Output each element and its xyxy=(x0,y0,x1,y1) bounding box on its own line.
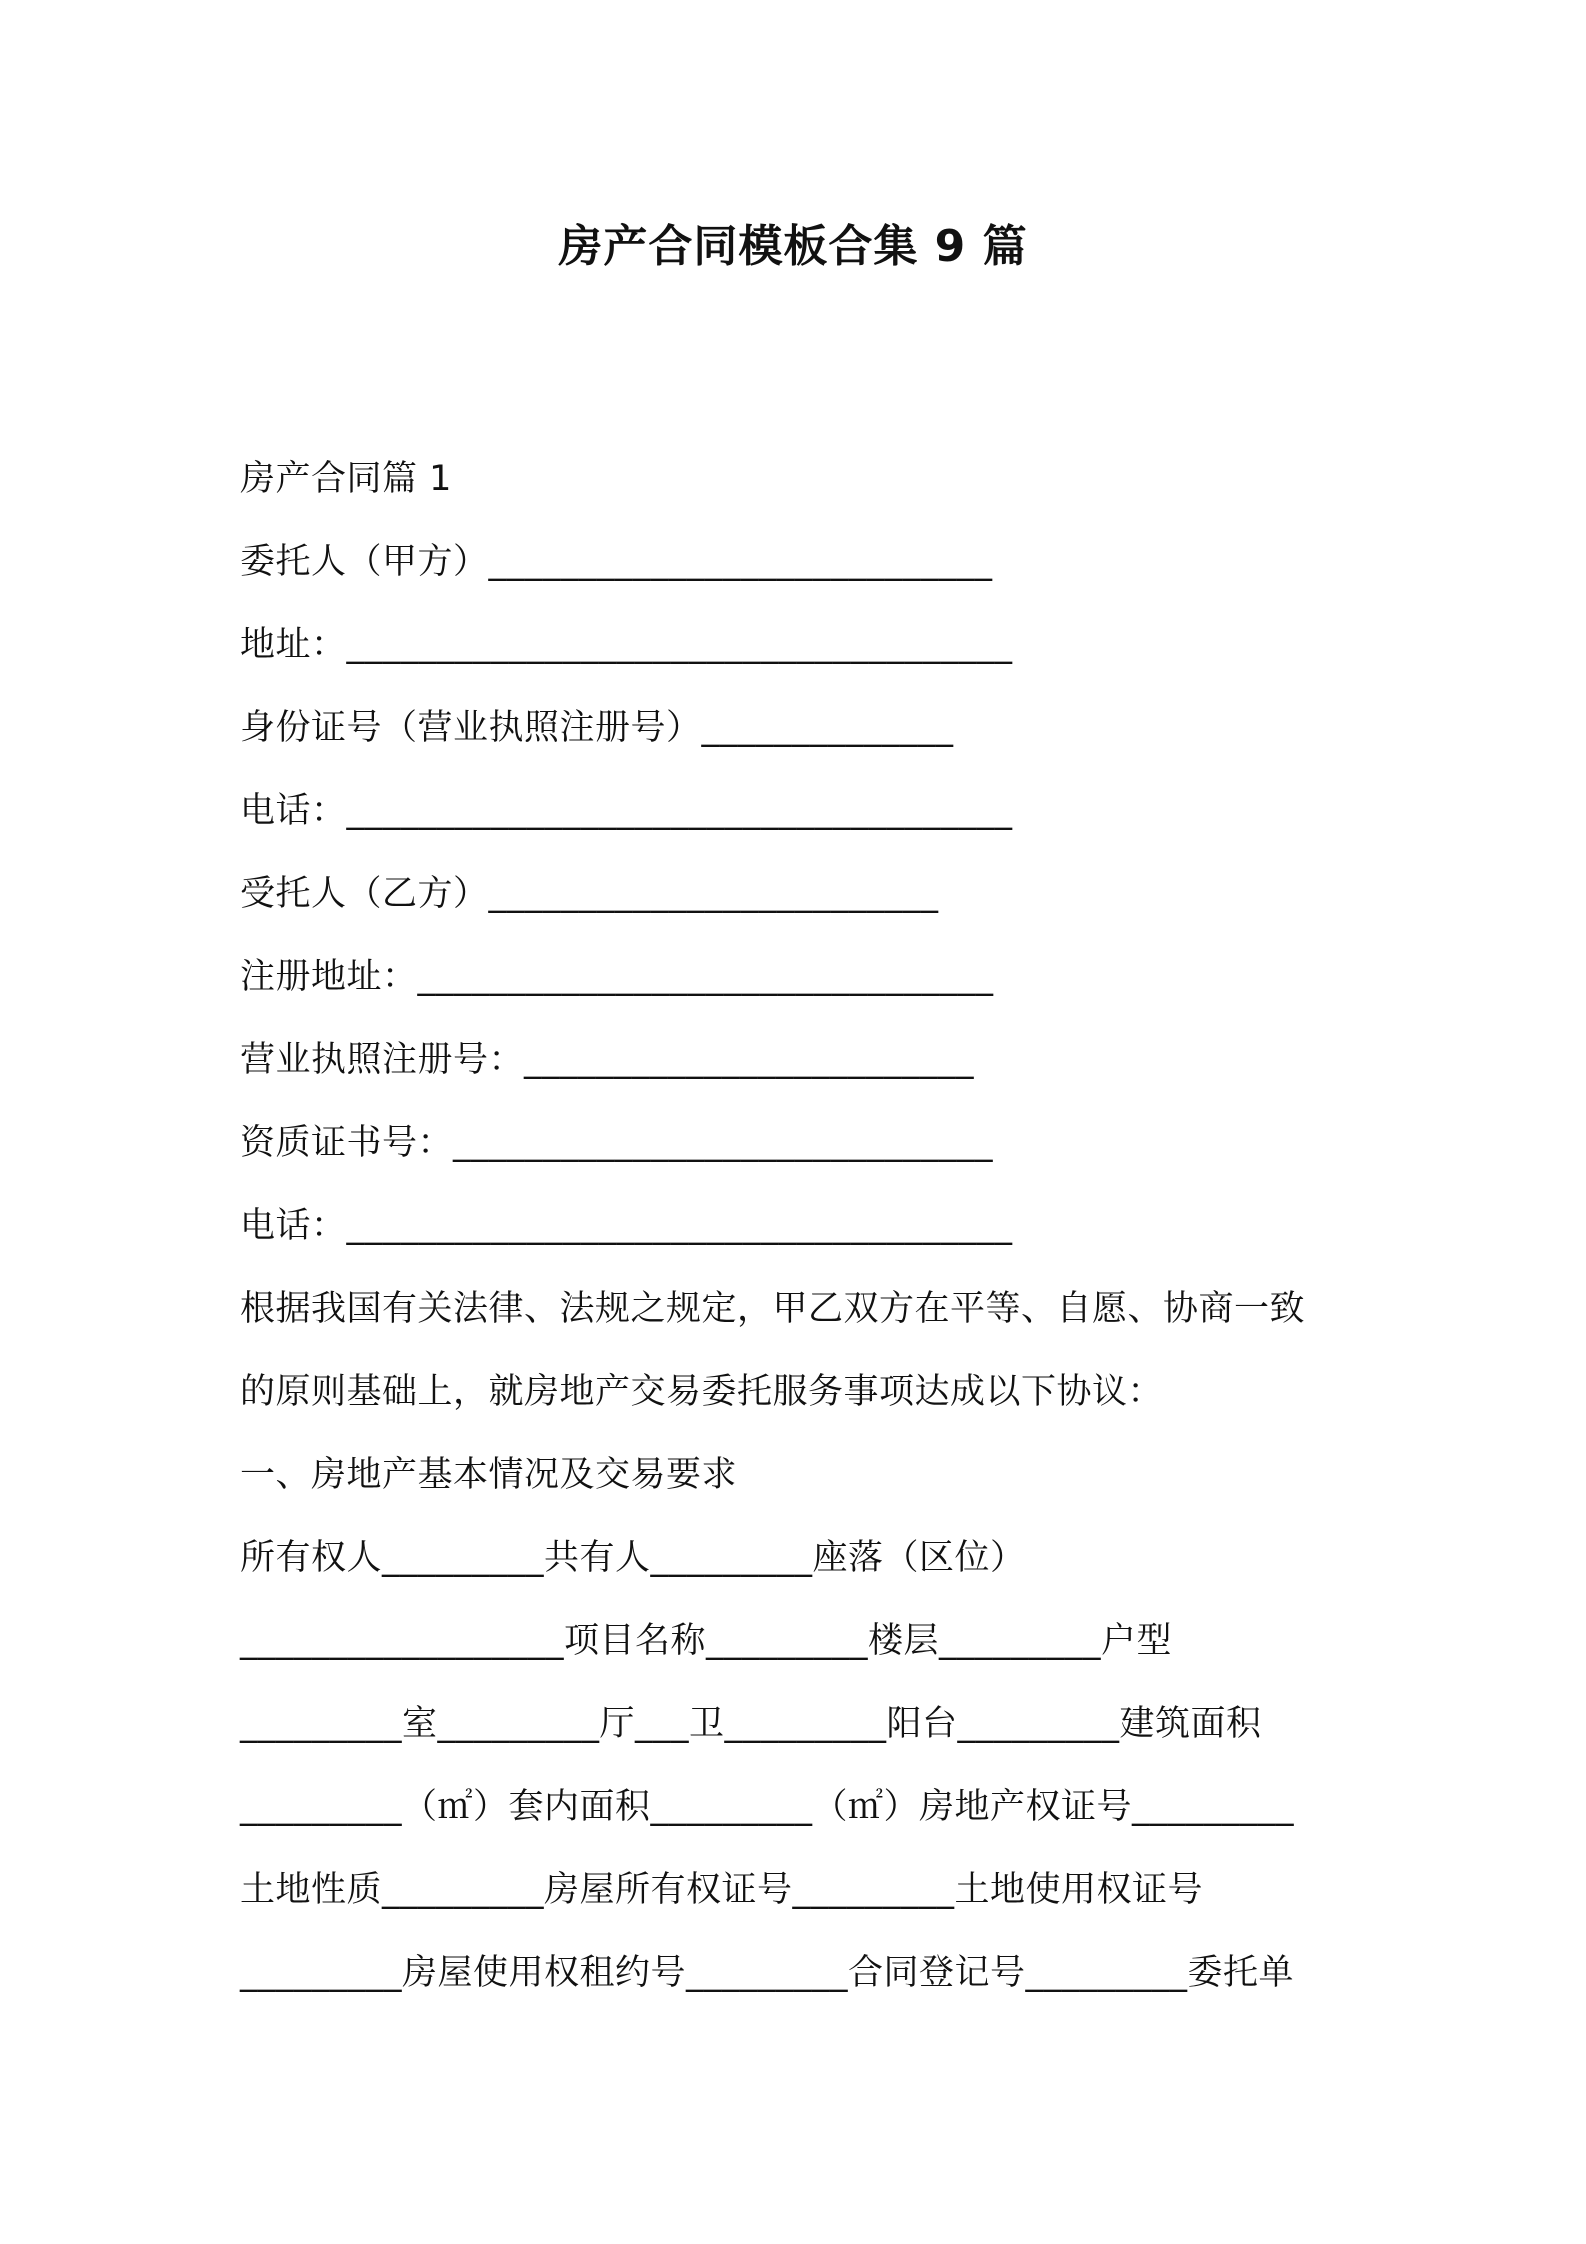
field-address: 地址：_____________________________________ xyxy=(240,625,1013,665)
document-title: 房产合同模板合集 9 篇 xyxy=(558,221,1028,272)
property-line-1: 所有权人_________共有人_________座落（区位） xyxy=(240,1538,1026,1578)
clause-heading-1: 一、房地产基本情况及交易要求 xyxy=(240,1455,738,1495)
field-phone-a: 电话：_____________________________________ xyxy=(240,791,1013,831)
field-phone-b: 电话：_____________________________________ xyxy=(240,1206,1013,1246)
field-registered-address: 注册地址：________________________________ xyxy=(240,957,994,997)
property-line-3: _________室_________厅___卫_________阳台_________建筑面积 xyxy=(240,1704,1262,1744)
field-business-license: 营业执照注册号：_________________________ xyxy=(240,1040,975,1080)
field-client-party-a: 委托人（甲方）____________________________ xyxy=(240,542,993,582)
property-line-5: 土地性质_________房屋所有权证号_________土地使用权证号 xyxy=(240,1870,1204,1910)
field-trustee-party-b: 受托人（乙方）_________________________ xyxy=(240,874,939,914)
property-line-2: __________________项目名称_________楼层_________户型 xyxy=(240,1621,1173,1661)
field-id-number: 身份证号（营业执照注册号）______________ xyxy=(240,708,954,748)
paragraph-line-1: 根据我国有关法律、法规之规定，甲乙双方在平等、自愿、协商一致 xyxy=(240,1289,1306,1329)
property-line-4: _________（㎡）套内面积_________（㎡）房地产权证号_________ xyxy=(240,1787,1295,1827)
field-qualification-cert: 资质证书号：______________________________ xyxy=(240,1123,994,1163)
section-heading: 房产合同篇 1 xyxy=(240,459,452,499)
property-line-6: _________房屋使用权租约号_________合同登记号_________委托单 xyxy=(240,1953,1295,1993)
paragraph-line-2: 的原则基础上，就房地产交易委托服务事项达成以下协议： xyxy=(240,1372,1164,1412)
